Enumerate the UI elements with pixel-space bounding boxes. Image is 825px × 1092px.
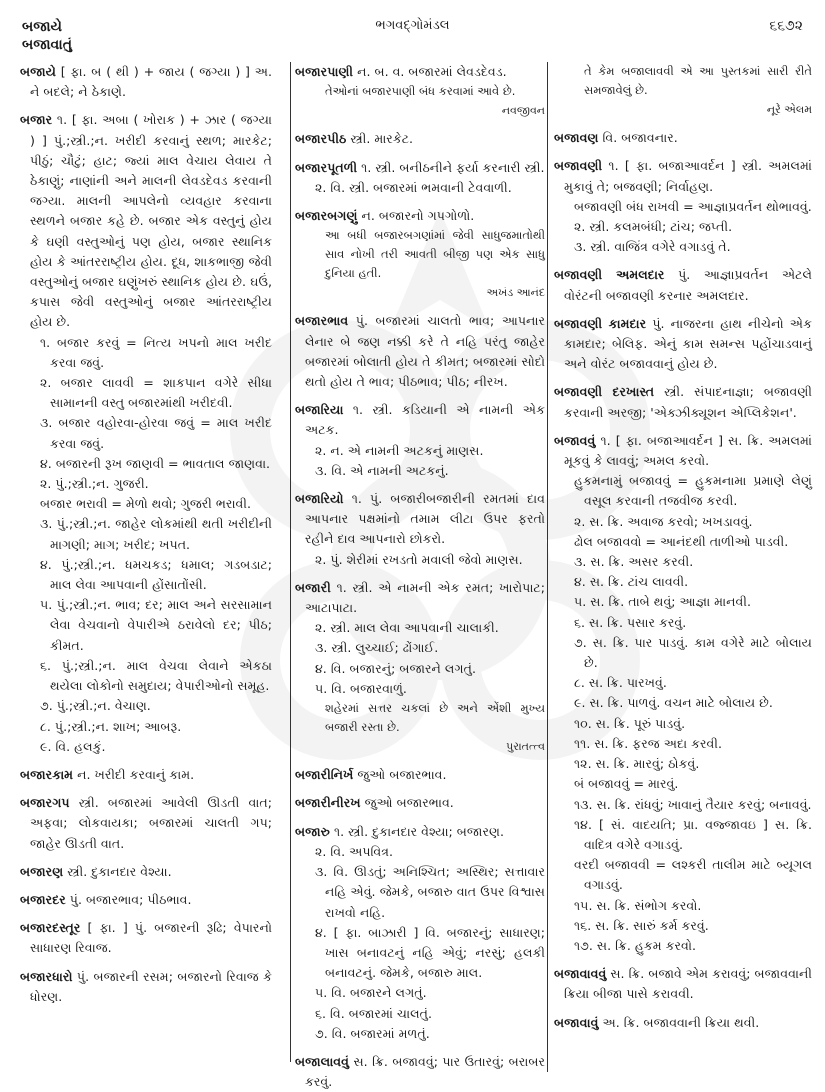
column-right: [547, 62, 812, 1072]
headword: બજારભાવ: [295, 313, 349, 329]
dictionary-entry: [295, 206, 545, 303]
sense-item: ૧૭. સ. ક્રિ. હુકમ કરવો.: [574, 937, 697, 953]
column-middle: [290, 62, 545, 1090]
headword: બજારી: [295, 579, 331, 595]
idiom-phrase: હુકમનામું બજાવવું = હુકમનામા પ્રમાણે લેણું વસૂલ કરવાની તજવીજ કરવી.: [574, 473, 812, 509]
dictionary-entry: [295, 1052, 545, 1092]
dictionary-entry: [554, 964, 812, 1004]
headword: બજારિયો: [295, 491, 344, 507]
dictionary-entry: [295, 158, 545, 198]
headword: બજાવાવવું: [554, 966, 607, 982]
sense-item: ૧૫. સ. ક્રિ. સંભોગ કરવો.: [574, 897, 702, 913]
sense-item: ૨. સ. ક્રિ. અવાજ કરવો; ખખડાવવું.: [574, 513, 753, 529]
idiom-phrase: ઢોલ બજાવવો = આનંદથી તાળીઓ પાડવી.: [574, 533, 789, 549]
dictionary-entry: [20, 967, 272, 1007]
usage-quote: શહેરમાં સત્તર ચકલાં છે અને એંશી મુખ્ય બજારી રસ્તા છે.: [325, 701, 545, 735]
dictionary-entry: [20, 110, 272, 757]
sense-item: ૨. વિ. સ્ત્રી. બજારમાં ભમવાની ટેવવાળી.: [315, 179, 512, 195]
sense-item: ૨. સ્ત્રી. માલ લેવા આપવાની ચાલાકી.: [315, 620, 499, 636]
quote-source: નવજીવન: [501, 104, 545, 118]
definition-text: ૧. સ્ત્રી. કડિયાની એ નામની એક અટક.: [305, 402, 545, 438]
dictionary-entry: [295, 62, 545, 121]
headword: બજાવણી અમલદાર: [554, 267, 665, 283]
headword: બજારપીઠ: [295, 131, 347, 147]
sense-item: ૨. પું.;સ્ત્રી.;ન. ગુજરી.: [40, 476, 149, 492]
headword: બજારગપ: [20, 795, 70, 811]
sense-item: ૨. સ્ત્રી. કલમબંધી; ટાંચ; જપ્તી.: [574, 219, 733, 235]
definition-text: ૧. પું. બજારીબજારીની રમતમાં દાવ આપનાર પક્ષમાંનો તમામ લીટા ઉપર ફરતો રહીને દાવ આપનારો છોકરો.: [305, 491, 545, 547]
definition-text: સ. ક્રિ. બજાવે એમ કરાવવું; બજાવવાની ક્રિયા બીજા પાસે કરાવવી.: [564, 966, 812, 1002]
dictionary-entry: [20, 862, 272, 882]
dictionary-entry: [295, 578, 545, 757]
usage-quote: તેઓનાં બજારપાણી બંધ કરવામાં આવે છે.: [325, 84, 516, 99]
dictionary-entry: [20, 765, 272, 785]
headword: બજારદસ્તૂર: [20, 920, 81, 936]
quote-source: પુરાતત્ત્વ: [506, 740, 545, 754]
sense-item: ૨. ન. એ નામની અટકનું માણસ.: [315, 442, 484, 458]
headword: બજારકામ: [20, 766, 74, 782]
definition-text: પું. નાજરના હાથ નીચેનો એક કામદાર; બેલિફ. એનું કામ સમન્સ પહોંચાડવાનું અને વોરંટ બજાવવાનું હોય છે.: [564, 315, 812, 372]
definition-text: સ્ત્રી. મારકેટ.: [350, 131, 414, 147]
sense-item: ૪. સ. ક્રિ. ટાંચ લાવવી.: [574, 574, 689, 590]
sense-item: ૧૦. સ. ક્રિ. પૂરું પાડવું.: [574, 715, 686, 731]
definition-text: ૧. સ્ત્રી. બનીઠનીને ફર્યા કરનારી સ્ત્રી.: [361, 159, 545, 175]
dictionary-entry: [295, 822, 545, 1044]
usage-quote: તે કેમ બજાલાવવી એ આ પુસ્તકમાં સારી રીતે સમજાવેલું છે.: [584, 64, 812, 97]
headword: બજારબગણું: [295, 208, 358, 224]
sense-item: ૪. પું.;સ્ત્રી.;ન. ધમચકડ; ધમાલ; ગડબડાટ; માલ લેવા આપવાની હોંસાતોંસી.: [40, 556, 272, 593]
dictionary-entry: [20, 793, 272, 854]
dictionary-entry: [295, 311, 545, 392]
definition-text: ૧. સ્ત્રી. એ નામની એક રમત; ખારોપાટ; આટાપાટા.: [305, 579, 545, 616]
definition-text: [ ફા. ] પું. બજારની રૂઢિ; વેપારનો સાધારણ રિવાજ.: [30, 920, 272, 956]
sense-item: ૫. સ. ક્રિ. તાબે થવું; આજ્ઞા માનવી.: [574, 594, 751, 610]
definition-text: સ્ત્રી. બજારમાં આવેલી ઊડતી વાત; અફવા; લોકવાયકા; બજારમાં ચાલતી ગપ; જાહેર ઊડતી વાત.: [30, 795, 272, 851]
sense-item: ૧૨. સ. ક્રિ. મારવું; ઠોકવું.: [574, 756, 700, 772]
idiom-phrase: બજાવણી બંધ રાખવી = આજ્ઞાપ્રવર્તન થોભાવવું.: [574, 198, 812, 214]
definition-text: ન. બજારનો ગપગોળો.: [361, 208, 475, 224]
sense-item: ૯. સ. ક્રિ. પાળવું. વચન માટે બોલાય છે.: [574, 695, 773, 711]
headword: બજાવણી: [554, 158, 603, 174]
page-title: ભગવદ્ગોમંડલ: [375, 18, 450, 33]
dictionary-entry: [554, 1013, 812, 1033]
idiom-phrase: ૨. બજાર લાવવી = શાકપાન વગેરે સીધા સામાનની વસ્તુ બજારમાંથી ખરીદવી.: [40, 375, 272, 411]
definition-text: [ ફા. બ ( થી ) + જાય ( જગ્યા ) ] અ. ને બદલે; ને ઠેકાણે.: [30, 64, 272, 100]
usage-quote: આ બધી બજારબગણાંમાં જેવી સાધુજમાતોથી સાવ નોખી તરી આવતી બીજી પણ એક સાધુ દુનિયા હતી.: [325, 228, 545, 281]
definition-text: અ. ક્રિ. બજાવવાની ક્રિયા થવી.: [602, 1014, 760, 1030]
sense-item: ૩. સ્ત્રી. લુચ્ચાઈ; ઢોંગાઈ.: [315, 640, 439, 656]
definition-text: ૧. સ્ત્રી. દુકાનદાર વેશ્યા; બજારણ.: [333, 823, 504, 839]
dictionary-entry: [554, 156, 812, 257]
headword: બજારીનીરખ: [295, 795, 361, 811]
dictionary-entry: [295, 400, 545, 481]
headword: બજારણ: [20, 863, 64, 879]
idiom-phrase: બજાર ભરાવી = મેળો થવો; ગુજરી ભરાવી.: [40, 496, 251, 512]
quote-source: નૂરે એલમ: [766, 103, 812, 116]
idiom-phrase: ૪. બજારની રૂખ જાણવી = ભાવતાલ જાણવા.: [40, 455, 271, 471]
sense-item: ૫. વિ. બજારને લગતું.: [315, 985, 427, 1001]
sense-item: ૧૧. સ. ક્રિ. ફરજ અદા કરવી.: [574, 735, 722, 751]
guide-word-first: બજાયે: [22, 19, 63, 35]
sense-item: ૪. [ ફા. બાઝારી ] વિ. બજારનું; સાધારણ; ખાસ બનાવટનું નહિ એવું; નરસું; હલકી બનાવટનું. જેમકે, બજારુ માલ.: [315, 924, 545, 981]
definition-text: પું. બજારમાં ચાલતો ભાવ; આપનાર લેનાર બે જણ નક્કી કરે તે નહિ પરંતુ જાહેર બજારમાં બોલાતી હોય તે કીમત; બજારમાં સોદો થતો હોય તે ભાવ; પીઠભાવ; પીઠ; નીરખ.: [305, 313, 545, 390]
sense-item: ૨. વિ. અપવિત્ર.: [315, 843, 393, 859]
headword: બજારીનિર્ખ: [295, 767, 354, 783]
headword: બજારદર: [20, 891, 66, 907]
sense-item: ૮. પું.;સ્ત્રી.;ન. શાખ; આબરૂ.: [40, 718, 182, 734]
sense-item: ૩. સ્ત્રી. વાજિંત્ર વગેરે વગાડવું તે.: [574, 239, 731, 255]
column-left: [20, 62, 272, 1015]
idiom-phrase: બં બજાવવું = મારવું.: [574, 776, 679, 792]
sense-item: ૭. વિ. બજારમાં મળતું.: [315, 1025, 430, 1041]
headword: બજાવણી કામદાર: [554, 315, 647, 331]
sense-item: ૧૩. સ. ક્રિ. રાંધવું; ખાવાનું તૈયાર કરવું; બનાવવું.: [574, 796, 812, 812]
definition-text: ન. ખરીદી કરવાનું કામ.: [77, 766, 195, 782]
definition-text: જુઓ બજારભાવ.: [357, 767, 447, 783]
definition-text: વિ. બજાવનાર.: [602, 130, 678, 146]
headword: બજાવાવું: [554, 1014, 599, 1030]
definition-text: સ. ક્રિ. બજાવવું; પાર ઉતારવું; બરાબર કરવું.: [305, 1053, 545, 1090]
dictionary-entry: [295, 489, 545, 570]
dictionary-entry: [20, 890, 272, 910]
sense-item: ૬. સ. ક્રિ. પસાર કરવું.: [574, 614, 687, 630]
definition-text: ન. બ. વ. બજારમાં લેવડદેવડ.: [357, 64, 507, 79]
sense-item: ૬. પું.;સ્ત્રી.;ન. માલ વેચવા લેવાને એકઠા થયેલા લોકોનો સમુદાય; વેપારીઓનો સમૂહ.: [40, 657, 272, 694]
idiom-phrase: વરદી બજાવવી = લશ્કરી તાલીમ માટે બ્યૂગલ વગાડવું.: [574, 857, 812, 893]
definition-text: પું. બજારભાવ; પીઠભાવ.: [69, 891, 192, 907]
headword: બજારધારો: [20, 968, 73, 984]
definition-text: ૧. [ ફા. બજાઆવર્દન ] સ્ત્રી. અમલમાં મુકાવું તે; બજવણી; નિર્વાહણ.: [564, 158, 812, 194]
sense-item: ૭. સ. ક્રિ. પાર પાડવું. કામ વગેરે માટે બોલાય છે.: [574, 634, 812, 671]
headword: બજાલાવવું: [295, 1053, 349, 1069]
sense-item: ૪. વિ. બજારનું; બજારને લગતું.: [315, 660, 476, 676]
sense-item: ૩. સ. ક્રિ. અસર કરવી.: [574, 554, 694, 570]
idiom-phrase: ૧. બજાર કરવું = નિત્ય ખપનો માલ ખરીદ કરવા જવું.: [40, 334, 272, 370]
definition-text: જુઓ બજારભાવ.: [364, 795, 454, 811]
headword: બજાવણી દરખાસ્ત: [554, 384, 655, 400]
headword: બજારપાણી: [295, 64, 354, 79]
sense-item: ૫. પું.;સ્ત્રી.;ન. ભાવ; દર; માલ અને સરસામાન લેવા વેચવાનો વેપારીએ ઠરાવેલો દર; પીઠ; કીમત.: [40, 597, 272, 653]
dictionary-entry: [554, 128, 812, 148]
definition-text: ૧. [ ફા. અબા ( ખોરાક ) + ઝાર ( જગ્યા ) ] પું.;સ્ત્રી.;ન. ખરીદી કરવાનું સ્થળ; મારકેટ; પીઠું; ચૌટું; હાટ; જ્યાં માલ વેચાય લેવાય તે ઠેકાણું; નાણાંની અને માલની લેવડદેવડ કરવાની જગ્યા. માલની આપલેનો વ્યવહાર કરવાના સ્થળને બજાર કહે છે. બજાર એક વસ્તુનું હોય કે ઘણી વસ્તુઓનું પણ હોય, બજાર સ્થાનિક હોય કે આંતરરાષ્ટ્રીય હોય. દૂધ, શાકભાજી જેવી વસ્તુઓનું બજાર ઘણુંખરું સ્થાનિક હોય છે. ઘઉં, કપાસ જેવી વસ્તુઓનું બજાર આંતરરાષ્ટ્રીય હોય છે.: [30, 112, 272, 330]
headword: બજારુ: [295, 823, 330, 839]
sense-item: ૭. પું.;સ્ત્રી.;ન. વેચાણ.: [40, 698, 151, 714]
dictionary-entry: [554, 431, 812, 956]
headword: બજારિયા: [295, 402, 344, 418]
sense-item: ૬. વિ. બજારમાં ચાલતું.: [315, 1005, 432, 1021]
sense-item: ૩. વિ. એ નામની અટકનું.: [315, 462, 449, 478]
sense-item: ૨. પું. શેરીમાં રખડતો મવાલી જેવો માણસ.: [315, 551, 523, 567]
dictionary-entry: [554, 265, 812, 305]
headword: બજાર: [20, 112, 53, 128]
page-number: ૬૬૭૨: [769, 18, 803, 34]
dictionary-entry: [20, 918, 272, 958]
idiom-phrase: ૩. બજાર વહોરવા-હોરવા જવું = માલ ખરીદ કરવા જવું.: [40, 415, 272, 451]
dictionary-entry: [295, 793, 545, 813]
dictionary-entry: [554, 314, 812, 375]
sense-item: ૩. વિ. ઊડતું; અનિશ્ચિત; અસ્થિર; સત્તાવાર નહિ એવું. જેમકે, બજારુ વાત ઉપર વિશ્વાસ રાખવો નહિ.: [315, 864, 545, 920]
dictionary-entry: [554, 382, 812, 422]
dictionary-entry: [20, 62, 272, 102]
headword: બજારપૂતળી: [295, 159, 358, 175]
sense-item: ૩. પું.;સ્ત્રી.;ન. જાહેર લોકમાંથી થતી ખરીદીની માગણી; માગ; ખરીદ; ખપત.: [40, 516, 272, 552]
sense-item: ૧૬. સ. ક્રિ. સારું કર્મ કરવું.: [574, 917, 709, 933]
sense-item: ૮. સ. ક્રિ. પારખવું.: [574, 675, 667, 691]
headword: બજાવણ: [554, 130, 599, 146]
definition-text: પું. બજારની રસમ; બજારનો રિવાજ કે ધોરણ.: [30, 968, 272, 1004]
sense-item: ૯. વિ. હલકું.: [40, 738, 106, 754]
definition-text: પું. આજ્ઞાપ્રવર્તન એટલે વોરંટની બજાવણી કરનાર અમલદાર.: [564, 267, 813, 303]
headword: બજાવવું: [554, 432, 596, 448]
dictionary-entry: [295, 129, 545, 149]
page-header: [0, 16, 825, 56]
sense-item: ૧૪. [ સં. વાદયતિ; પ્રા. વજ્જાવઇ ] સ. ક્રિ. વાદિત્ર વગેરે વગાડવું.: [574, 816, 812, 852]
headword: બજાયે: [20, 64, 56, 79]
definition-text: ૧. [ ફા. બજાઆવર્દન ] સ. ક્રિ. અમલમાં મૂકવું કે લાવવું; અમલ કરવો.: [564, 432, 812, 469]
definition-text: સ્ત્રી. દુકાનદાર વેશ્યા.: [67, 863, 172, 879]
sense-item: ૫. વિ. બજારવાળું.: [315, 680, 407, 696]
quote-source: અખંડ આનંદ: [486, 286, 545, 300]
dictionary-entry: [295, 765, 545, 785]
dictionary-entry: [554, 62, 812, 120]
definition-text: સ્ત્રી. સંપાદનાજ્ઞા; બજાવણી કરવાની અરજી; 'એક્ઝીક્યૂશન એપ્લિકેશન'.: [564, 384, 812, 420]
guide-word-last: બજાવાતું: [22, 37, 72, 53]
